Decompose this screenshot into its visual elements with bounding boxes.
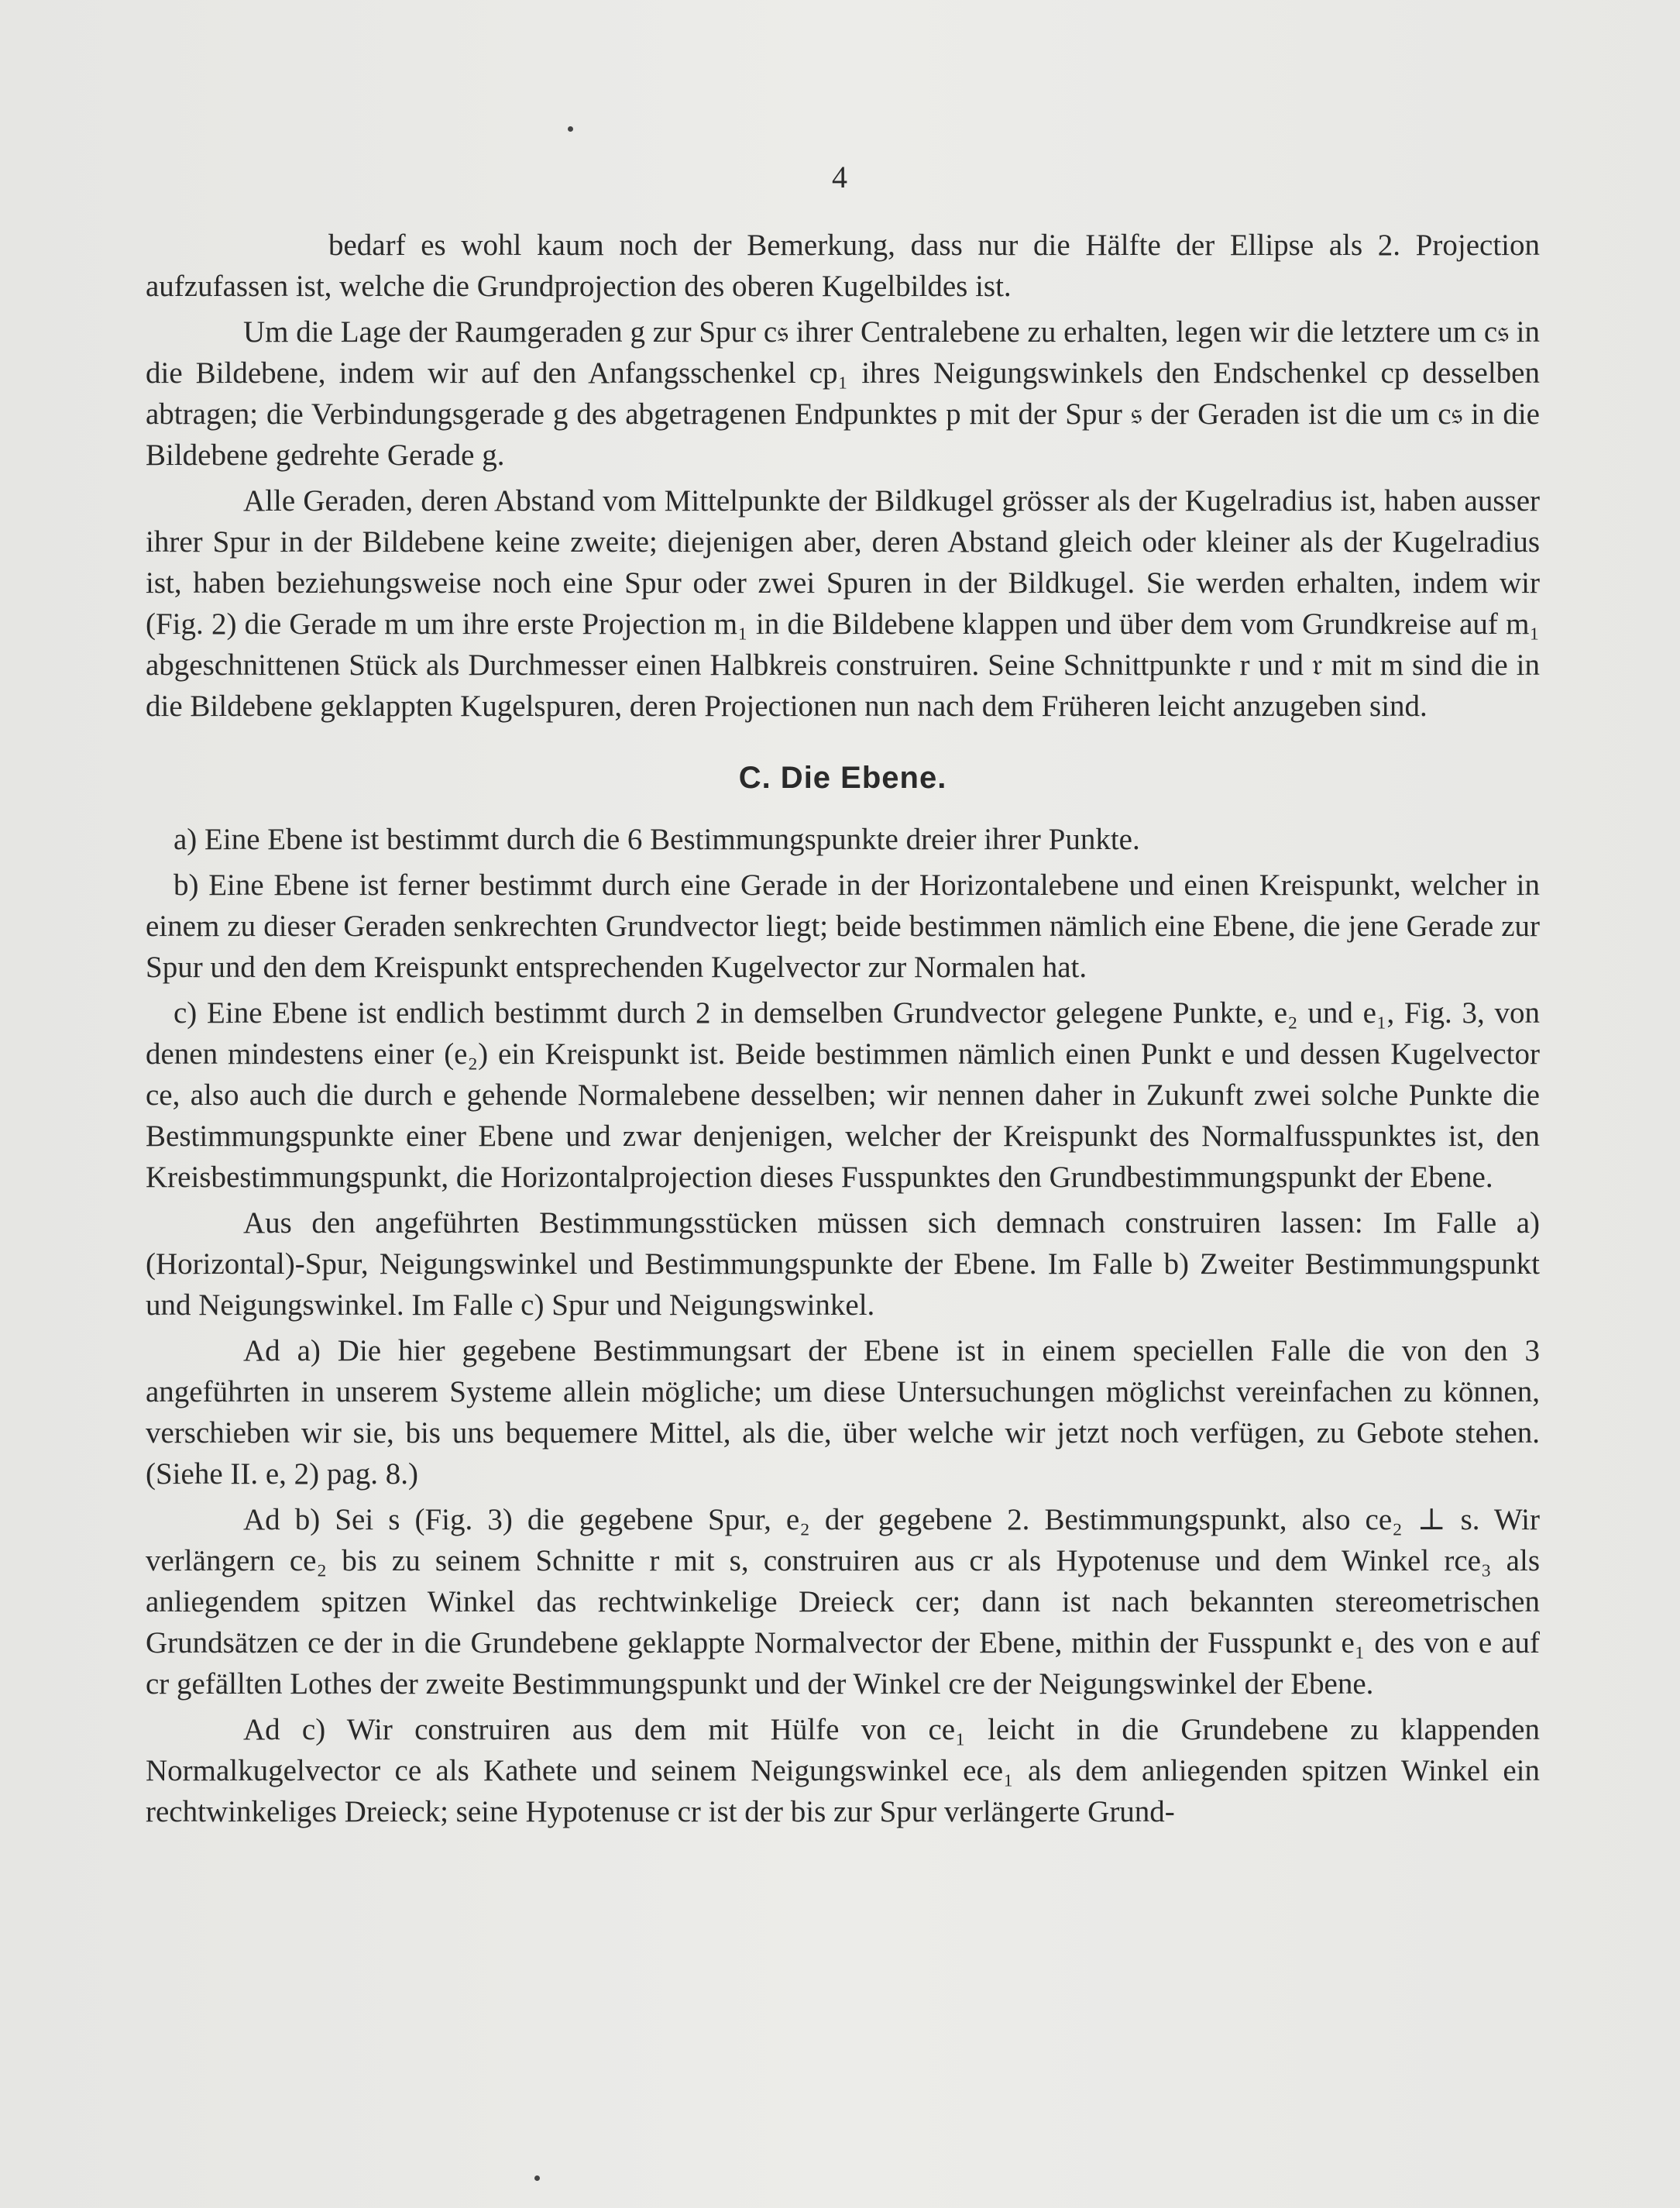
paragraph: Alle Geraden, deren Abstand vom Mittelpunkte der Bildkugel grösser als der Kugelradius ist, haben ausser ihrer Spur in der Bildebene keine zweite; diejenigen aber, deren Abstand gleich oder kleiner als der Kugelradius ist, haben beziehungsweise noch eine Spur oder zwei Spuren in der Bildkugel. Sie werden erhalten, indem wir (Fig. 2) die Gerade m um ihre erste Projection m₁ in die Bildebene klappen und über dem vom Grundkreise auf m₁ abgeschnittenen Stück als Durchmesser einen Halbkreis construiren. Seine Schnittpunkte r und 𝔯 mit m sind die in die Bildebene geklappten Kugelspuren, deren Projectionen nun nach dem Früheren leicht anzugeben sind. (146, 484, 1540, 723)
paragraph: bedarf es wohl kaum noch der Bemerkung, dass nur die Hälfte der Ellipse als 2. Projection aufzufassen ist, welche die Grundprojection des oberen Kugelbildes ist. (146, 229, 1540, 303)
paragraph: Um die Lage der Raumgeraden g zur Spur c𝔰 ihrer Centralebene zu erhalten, legen wir die letztere um c𝔰 in die Bildebene, indem wir auf den Anfangsschenkel cp₁ ihres Neigungswinkels den Endschenkel cp desselben abtragen; die Verbindungsgerade g des abgetragenen Endpunktes p mit der Spur 𝔰 der Geraden ist die um c𝔰 in die Bildebene gedrehte Gerade g. (146, 315, 1540, 472)
print-speck (534, 2175, 540, 2181)
section-heading: C. Die Ebene. (738, 761, 947, 795)
page-number: 4 (832, 160, 848, 194)
print-speck (568, 126, 573, 132)
paragraph: Ad c) Wir construiren aus dem mit Hülfe von ce₁ leicht in die Grundebene zu klappenden Normalkugelvector ce als Kathete und seinem Neigungswinkel ece₁ als dem anliegenden spitzen Winkel ein rechtwinkeliges Dreieck; seine Hypotenuse cr ist der bis zur Spur verlängerte Grund- (146, 1713, 1540, 1828)
paragraph: Ad b) Sei s (Fig. 3) die gegebene Spur, e₂ der gegebene 2. Bestimmungspunkt, also ce₂ ⊥ s. Wir verlängern ce₂ bis zu seinem Schnitte r mit s, construiren aus cr als Hypotenuse und dem Winkel rce₃ als anliegendem spitzen Winkel das rechtwinkelige Dreieck cer; dann ist nach bekannten stereometrischen Grundsätzen ce der in die Grundebene geklappte Normalvector der Ebene, mithin der Fusspunkt e₁ des von e auf cr gefällten Lothes der zweite Bestimmungspunkt und der Winkel cre der Neigungswinkel der Ebene. (146, 1503, 1540, 1701)
paragraph: Aus den angeführten Bestimmungsstücken müssen sich demnach construiren lassen: Im Falle a) (Horizontal)-Spur, Neigungswinkel und Bestimmungspunkte der Ebene. Im Falle b) Zweiter Bestimmungspunkt und Neigungswinkel. Im Falle c) Spur und Neigungswinkel. (146, 1206, 1540, 1322)
paragraph: Ad a) Die hier gegebene Bestimmungsart der Ebene ist in einem speciellen Falle die von den 3 angeführten in unserem Systeme allein mögliche; um diese Untersuchungen möglichst vereinfachen zu können, verschieben wir sie, bis uns bequemere Mittel, als die, über welche wir jetzt noch verfügen, zu Gebote stehen. (Siehe II. e, 2) pag. 8.) (146, 1334, 1540, 1491)
body-text (146, 225, 1540, 1837)
paragraph: c) Eine Ebene ist endlich bestimmt durch 2 in demselben Grundvector gelegene Punkte, e₂ und e₁, Fig. 3, von denen mindestens einer (e₂) ein Kreispunkt ist. Beide bestimmen nämlich einen Punkt e und dessen Kugelvector ce, also auch die durch e gehende Normalebene desselben; wir nennen daher in Zukunft zwei solche Punkte die Bestimmungspunkte einer Ebene und zwar denjenigen, welcher der Kreispunkt des Normalfusspunktes ist, den Kreisbestimmungspunkt, die Horizontalprojection dieses Fusspunktes den Grundbestimmungspunkt der Ebene. (146, 996, 1540, 1194)
paragraph: b) Eine Ebene ist ferner bestimmt durch eine Gerade in der Horizontalebene und einen Kreispunkt, welcher in einem zu dieser Geraden senkrechten Grundvector liegt; beide bestimmen nämlich eine Ebene, die jene Gerade zur Spur und den dem Kreispunkt entsprechenden Kugelvector zur Normalen hat. (146, 868, 1540, 984)
paragraph: a) Eine Ebene ist bestimmt durch die 6 Bestimmungspunkte dreier ihrer Punkte. (173, 823, 1140, 856)
